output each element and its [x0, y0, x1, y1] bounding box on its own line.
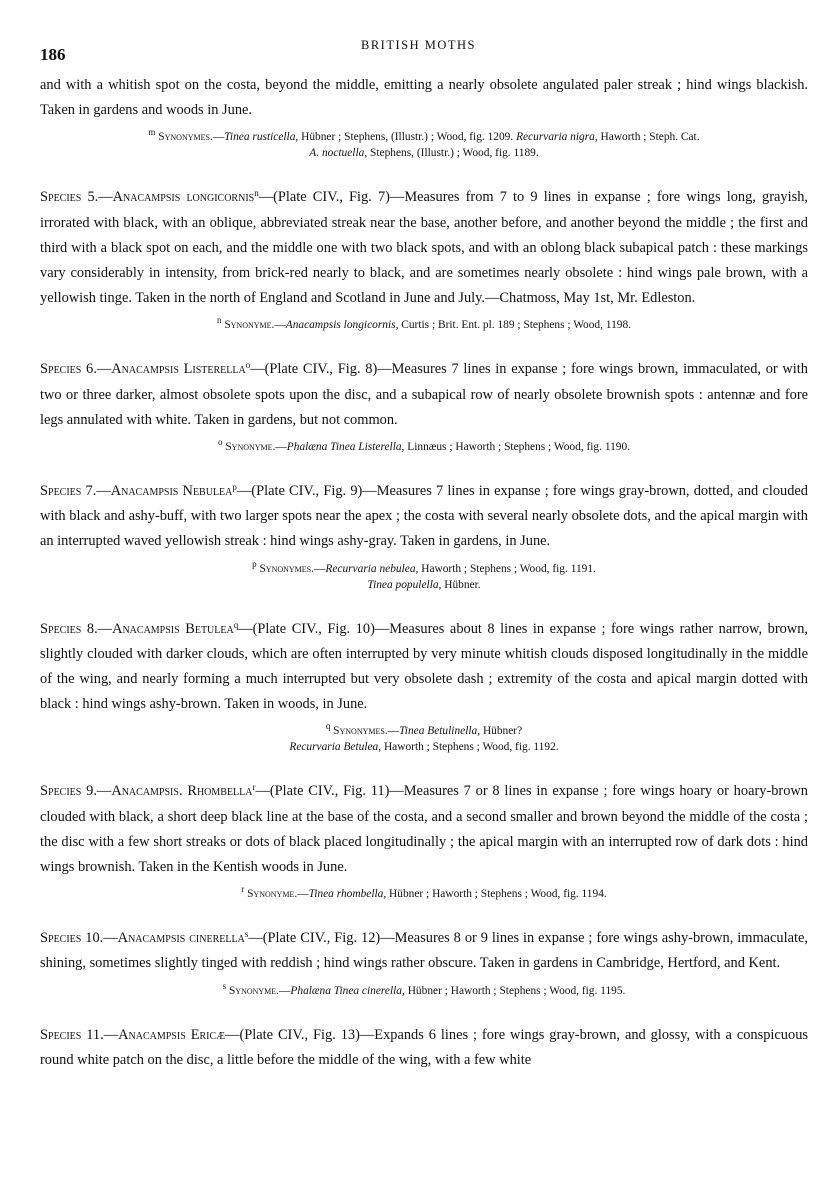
- species-name: Nebulea: [182, 483, 233, 500]
- footnote-dash: —: [387, 725, 400, 738]
- species-name: cinerella: [189, 930, 245, 947]
- species-entry-11: [40, 1023, 808, 1073]
- species-entry-7: [40, 479, 808, 555]
- footnote-label: Synonymes.: [259, 562, 314, 575]
- footnote-ref: o: [245, 360, 251, 371]
- footnote-text: Haworth ; Stephens ; Wood, fig. 1191.: [418, 562, 596, 575]
- species-label: Species 6.: [40, 361, 97, 378]
- species-entry-8: [40, 617, 808, 718]
- species-entry-10: [40, 926, 808, 976]
- dash: —: [96, 483, 111, 500]
- species-description: —(Plate CIV., Fig. 12)—Measures 8 or 9 lines in expanse ; fore wings ashy-brown, immaculate, shining, sometimes slightly tinged with reddish ; hind wings rather obscure. Taken in gardens in Cambridge, Hertford, and Kent.: [40, 930, 808, 972]
- species-name: Ericæ: [190, 1026, 226, 1043]
- dash: —: [97, 620, 113, 637]
- footnote-q: [40, 723, 808, 755]
- continued-paragraph: and with a whitish spot on the costa, beyond the middle, emitting a nearly obsolete angulated paler streak ; hind wings blackish. Taken in gardens and woods in June.: [40, 77, 808, 119]
- footnote-text: Curtis ; Brit. Ent. pl. 189 ; Stephens ; Wood, 1198.: [398, 319, 632, 332]
- footnote-text: Hübner.: [441, 578, 481, 591]
- footnote-text: Stephens, (Illustr.) ; Wood, fig. 1189.: [367, 147, 539, 160]
- footnote-italic: Recurvaria nebulea,: [325, 562, 419, 575]
- footnote-mark: s: [222, 980, 227, 991]
- footnote-m: [40, 129, 808, 161]
- footnote-italic: Anacampsis longicornis,: [285, 319, 399, 332]
- footnote-label: Synonyme.: [247, 888, 298, 901]
- footnote-text: Hübner ; Stephens, (Illustr.) ; Wood, fig. 1209.: [298, 131, 517, 144]
- species-description: —(Plate CIV., Fig. 8)—Measures 7 lines in expanse ; fore wings brown, immaculated, or with two or three darker, almost obsolete spots upon the disc, and a subapical row of nearly obsolete brownish spots : antennæ and fore legs annulated with white. Taken in gardens, but not common.: [40, 361, 808, 428]
- species-label: Species 9.: [40, 783, 97, 800]
- footnote-mark: r: [241, 884, 245, 895]
- species-genus: Anacampsis.: [111, 783, 183, 800]
- footnote-mark: n: [216, 315, 222, 326]
- dash: —: [103, 1026, 119, 1043]
- footnote-label: Synonyme.: [224, 319, 275, 332]
- footnote-label: Synonymes.: [333, 725, 388, 738]
- footnote-italic: Tinea Betulinella,: [399, 725, 481, 738]
- species-label: Species 7.: [40, 483, 97, 500]
- footnote-mark: q: [325, 721, 331, 732]
- footnote-text: Hübner?: [480, 725, 523, 738]
- footnote-dash: —: [212, 131, 225, 144]
- footnote-text: Hübner ; Haworth ; Stephens ; Wood, fig. 1195.: [404, 984, 626, 997]
- dash: —: [98, 189, 113, 206]
- species-name: Betulea: [185, 620, 234, 637]
- footnote-text: Hübner ; Haworth ; Stephens ; Wood, fig. 1194.: [386, 888, 607, 901]
- footnote-mark: p: [252, 558, 257, 569]
- footnote-dash: —: [297, 888, 309, 901]
- species-genus: Anacampsis: [118, 1026, 186, 1043]
- species-description: —(Plate CIV., Fig. 11)—Measures 7 or 8 lines in expanse ; fore wings hoary or hoary-brown clouded with black, a short deep black line at the base of the costa, and a second smaller and brown beyond the middle of the costa ; the disc with a few short streaks or dots of black placed longitudinally ; the apical margin with an interrupted row of dark dots : hind wings brownish. Taken in the Kentish woods in June.: [40, 783, 809, 876]
- species-name: Listerella: [183, 361, 246, 378]
- footnote-ref: s: [244, 929, 249, 940]
- footnote-n: [40, 317, 808, 333]
- species-genus: Anacampsis: [112, 189, 181, 206]
- footnote-mark: m: [148, 127, 156, 138]
- footnote-dash: —: [279, 984, 291, 997]
- species-entry-9: [40, 779, 808, 880]
- footnote-italic: Recurvaria Betulea,: [289, 741, 382, 754]
- running-head: BRITISH MOTHS: [361, 38, 476, 52]
- species-genus: Anacampsis: [112, 620, 180, 637]
- footnote-ref: n: [254, 188, 259, 199]
- footnote-text: Haworth ; Stephens ; Wood, fig. 1192.: [381, 741, 559, 754]
- species-genus: Anacampsis: [117, 930, 186, 947]
- footnote-italic: Phalæna Tinea cinerella,: [290, 984, 405, 997]
- footnote-italic: Recurvaria nigra,: [516, 131, 598, 144]
- dash: —: [96, 361, 112, 378]
- footnote-ref: r: [252, 782, 256, 793]
- species-genus: Anacampsis: [111, 361, 179, 378]
- footnote-ref: q: [233, 619, 239, 630]
- footnote-italic: Tinea rhombella,: [308, 888, 387, 901]
- species-description: —(Plate CIV., Fig. 7)—Measures from 7 to 9 lines in expanse ; fore wings long, grayish, irrorated with black, with an oblique, abbreviated streak near the base, another before, and another beyond the middle ; the first and third with a black spot on each, and the middle one with two black spots, and with an oblong black subapical patch : these markings vary considerably in intensity, from brick-red nearly to black, and are sometimes nearly obsolete : hind wings pale brown, with a yellowish tinge. Taken in the north of England and Scotland in June and July.—Chatmoss, May 1st, Mr. Edleston.: [40, 189, 808, 307]
- species-label: Species 5.: [40, 189, 99, 206]
- species-description: —(Plate CIV., Fig. 9)—Measures 7 lines in expanse ; fore wings gray-brown, dotted, and clouded with black and ashy-buff, with two larger spots near the apex ; the costa with several nearly obsolete dots, and the apical margin with an interrupted waved yellowish streak : hind wings ashy-gray. Taken in gardens, in June.: [40, 483, 808, 550]
- species-genus: Anacampsis: [110, 483, 179, 500]
- footnote-s: [40, 980, 808, 999]
- footnote-text: Linnæus ; Haworth ; Stephens ; Wood, fig. 1190.: [404, 441, 631, 454]
- species-label: Species 11.: [40, 1026, 104, 1043]
- page-body: [40, 73, 808, 1073]
- species-entry-5: [40, 185, 808, 311]
- species-label: Species 8.: [40, 620, 98, 637]
- footnote-p: [40, 558, 808, 593]
- footnote-ref: p: [232, 482, 237, 493]
- footnote-italic: Tinea rusticella,: [224, 131, 299, 144]
- footnote-mark: o: [217, 437, 223, 448]
- page-number: 186: [40, 45, 66, 64]
- footnote-label: Synonymes.: [158, 131, 213, 144]
- footnote-dash: —: [313, 562, 326, 575]
- footnote-dash: —: [274, 319, 286, 332]
- species-description: —(Plate CIV., Fig. 13)—Expands 6 lines ; fore wings gray-brown, and glossy, with a conspicuous round white patch on the disc, a little before the middle of the wing, with a few white: [40, 1026, 808, 1068]
- species-description: —(Plate CIV., Fig. 10)—Measures about 8 lines in expanse ; fore wings rather narrow, brown, slightly clouded with darker clouds, which are often interrupted by very minute whitish clouds disposed longitudinally in the middle of the wing, and nearly forming a much interrupted but very obsolete dash ; extremity of the costa and apical margin dotted with black : hind wings ashy-brown. Taken in woods, in June.: [40, 620, 808, 713]
- dash: —: [103, 930, 118, 947]
- species-name: Rhombella: [187, 783, 253, 800]
- footnote-label: Synonyme.: [225, 441, 276, 454]
- footnote-o: [40, 439, 808, 455]
- footnote-r: [40, 886, 808, 902]
- dash: —: [96, 783, 112, 800]
- species-entry-6: [40, 357, 808, 433]
- footnote-italic: A. noctuella,: [309, 147, 368, 160]
- species-label: Species 10.: [40, 930, 104, 947]
- species-name: longicornis: [186, 189, 255, 206]
- footnote-dash: —: [275, 441, 287, 454]
- footnote-italic: Tinea populella,: [367, 578, 442, 591]
- footnote-label: Synonyme.: [228, 984, 280, 997]
- footnote-text: Haworth ; Steph. Cat.: [597, 131, 700, 144]
- footnote-italic: Phalæna Tinea Listerella,: [286, 441, 405, 454]
